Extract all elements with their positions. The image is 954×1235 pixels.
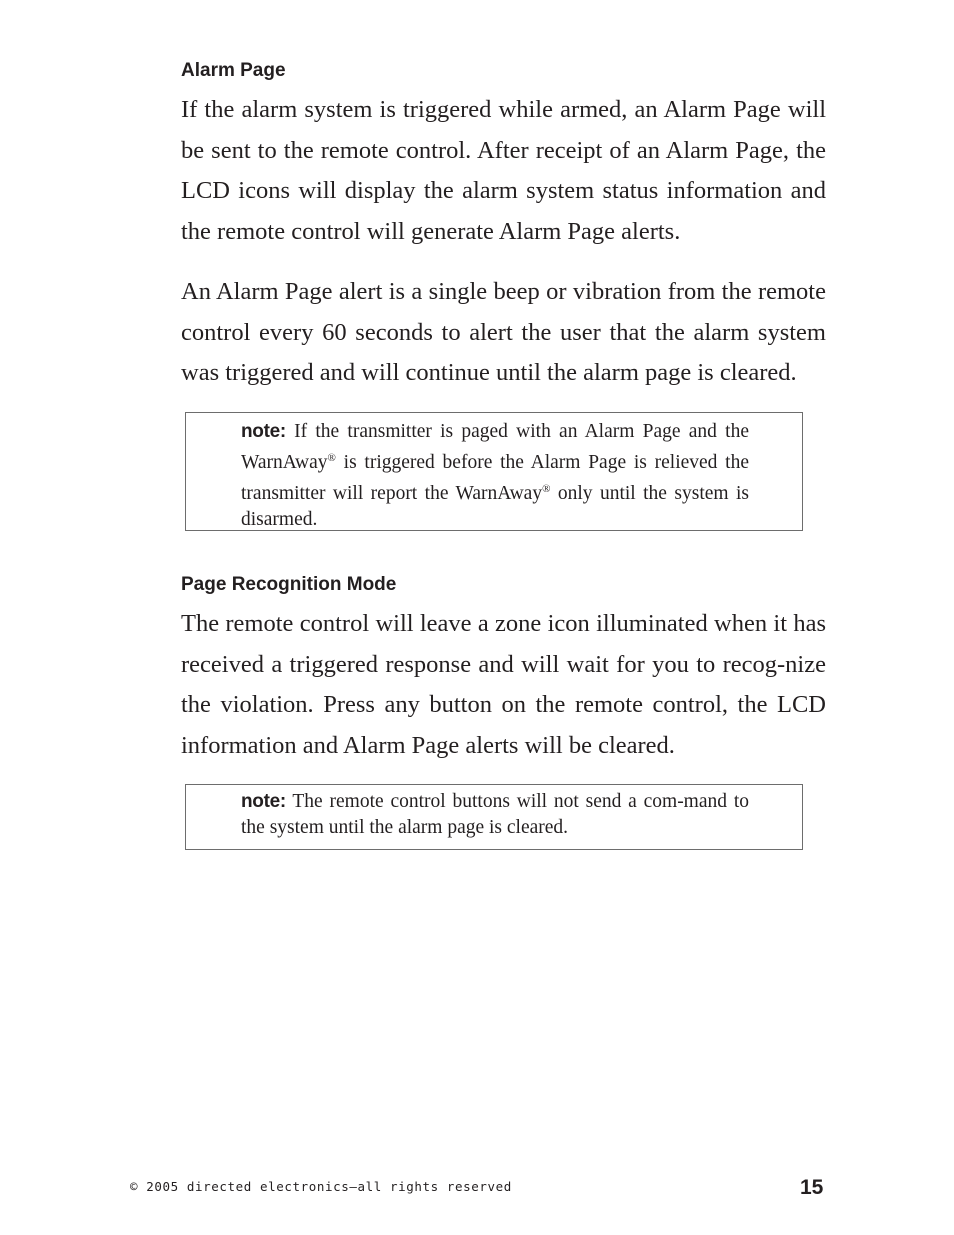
note-label: note: <box>241 791 286 812</box>
note-text-part-2: is triggered before the Alarm Page is relieved the transmitter will report the WarnAway <box>241 452 749 504</box>
note-text-part-3: only until the system is disarmed. <box>241 483 749 530</box>
note-text-remote-buttons <box>241 789 749 841</box>
page-number: 15 <box>800 1176 824 1199</box>
note-text-warnaway <box>241 419 749 533</box>
registered-mark: ® <box>327 452 336 464</box>
note-text-body: The remote control buttons will not send a com-mand to the system until the alarm page is cleared. <box>241 791 749 838</box>
note-label: note: <box>241 421 286 442</box>
note-box-remote-buttons <box>185 784 803 850</box>
footer-copyright: © 2005 directed electronics—all rights reserved <box>130 1179 512 1194</box>
alarm-page-paragraph-1: If the alarm system is triggered while armed, an Alarm Page will be sent to the remote control. After receipt of an Alarm Page, the LCD icons will display the alarm system status information and the remote control will generate Alarm Page alerts. <box>181 96 826 245</box>
registered-mark: ® <box>542 483 551 495</box>
note-box-warnaway <box>185 412 803 531</box>
note-text-part-1: If the transmitter is paged with an Alarm Page and the WarnAway <box>241 421 749 473</box>
page-recognition-paragraph: The remote control will leave a zone icon illuminated when it has received a triggered response and will wait for you to recog-nize the violation. Press any button on the remote control, the LCD information and Alarm Page alerts will be cleared. <box>181 610 826 759</box>
alarm-page-paragraph-2: An Alarm Page alert is a single beep or vibration from the remote control every 60 seconds to alert the user that the alarm system was triggered and will continue until the alarm page is cleared. <box>181 278 826 386</box>
section-heading-page-recognition-mode: Page Recognition Mode <box>181 574 397 595</box>
section-heading-alarm-page: Alarm Page <box>181 60 286 81</box>
